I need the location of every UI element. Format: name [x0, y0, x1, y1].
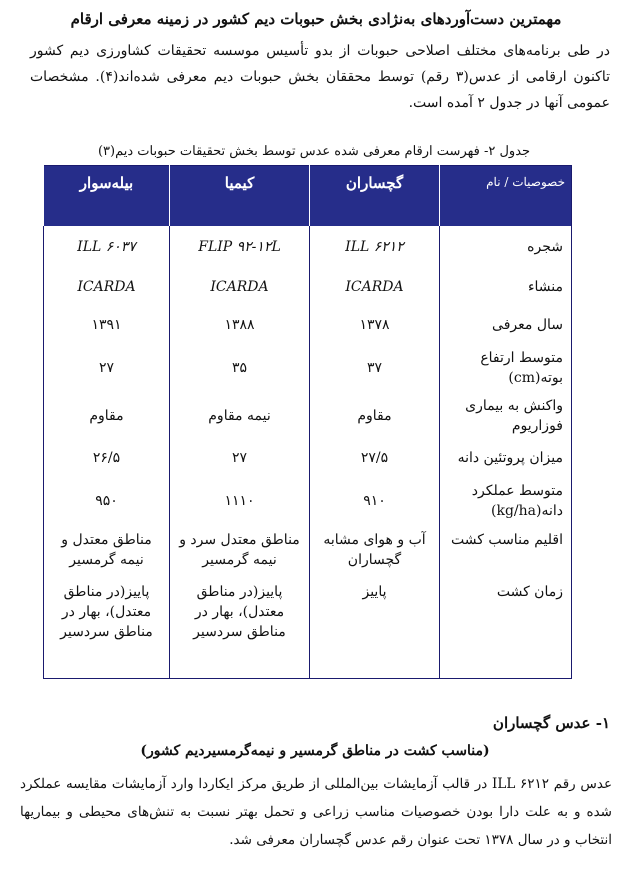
table-cell: ۱۱۱۰	[170, 476, 310, 526]
header-bilehsavar: بیله‌سوار	[44, 166, 170, 227]
section-body: عدس رقم ILL ۶۲۱۲ در قالب آزمایشات بین‌المللی از طریق مرکز ایکاردا وارد آزمایشات مقایسه عملکرد شده و به علت دارا بودن خصوصیات مناسب زراعی و تحمل بهتر نسبت به تنش‌های محیطی و بیماریها انتخاب و در سال ۱۳۷۸ تحت عنوان رقم عدس گچساران معرفی شد.	[20, 776, 613, 848]
page-heading: مهمترین دست‌آوردهای به‌نژادی بخش حبوبات دیم کشور در زمینه معرفی ارقام	[70, 10, 562, 28]
header-kimia: کیمیا	[170, 166, 310, 227]
table-cell: مناطق معتدل سرد و نیمه گرمسیر	[170, 526, 310, 578]
table-cell: ۱۳۸۸	[170, 306, 310, 344]
table-cell: پاییز(در مناطق معتدل)، بهار در مناطق سردسیر	[170, 578, 310, 679]
table-cell: ۳۷	[310, 344, 440, 392]
table-cell: پاییز	[310, 578, 440, 679]
table-row	[44, 440, 572, 476]
table-cell: ۲۷	[44, 344, 170, 392]
table-row	[44, 392, 572, 440]
table-row	[44, 226, 572, 268]
table-cell: ۲۷	[170, 440, 310, 476]
row-label: متوسط ارتفاع بوته(cm)	[440, 344, 572, 392]
table-row	[44, 526, 572, 578]
table-cell: FLIP ۹۲-۱۲L	[170, 226, 310, 268]
table-cell: ICARDA	[44, 268, 170, 306]
table-row	[44, 306, 572, 344]
table-cell: مقاوم	[44, 392, 170, 440]
section-title: ۱- عدس گچساران	[492, 714, 610, 732]
intro-paragraph: در طی برنامه‌های مختلف اصلاحی حبوبات از بدو تأسیس موسسه تحقیقات کشاورزی دیم کشور تاکنون ارقامی از عدس(۳ رقم) توسط محققان بخش حبوبات دیم معرفی شده‌اند(۴). مشخصات عمومی آنها در جدول ۲ آمده است.	[30, 43, 610, 111]
table-cell: مناطق معتدل و نیمه گرمسیر	[44, 526, 170, 578]
table-cell: آب و هوای مشابه گچساران	[310, 526, 440, 578]
table-cell: ICARDA	[170, 268, 310, 306]
row-label: میزان پروتئین دانه	[440, 440, 572, 476]
header-attribute: خصوصیات / نام	[440, 166, 572, 227]
row-label: اقلیم مناسب کشت	[440, 526, 572, 578]
row-label: زمان کشت	[440, 578, 572, 679]
table-cell: ۲۷/۵	[310, 440, 440, 476]
row-label: منشاء	[440, 268, 572, 306]
table-cell: نیمه مقاوم	[170, 392, 310, 440]
table-row	[44, 578, 572, 679]
table-row	[44, 476, 572, 526]
table-cell: ۳۵	[170, 344, 310, 392]
lentil-cultivars-table	[43, 165, 572, 679]
table-header-row	[44, 166, 572, 227]
row-label: واکنش به بیماری فوزاریوم	[440, 392, 572, 440]
table-caption: جدول ۲- فهرست ارقام معرفی شده عدس توسط بخش تحقیقات حبوبات دیم(۳)	[97, 144, 531, 159]
table-cell: مقاوم	[310, 392, 440, 440]
table-cell: ۱۳۷۸	[310, 306, 440, 344]
table-cell: ۹۱۰	[310, 476, 440, 526]
table-row	[44, 344, 572, 392]
table-cell: ICARDA	[310, 268, 440, 306]
table-cell: ۲۶/۵	[44, 440, 170, 476]
table-cell: ۱۳۹۱	[44, 306, 170, 344]
table-cell: پاییز(در مناطق معتدل)، بهار در مناطق سردسیر	[44, 578, 170, 679]
table-cell: ILL ۶۲۱۲	[310, 226, 440, 268]
row-label: متوسط عملکرد دانه(kg/ha)	[440, 476, 572, 526]
row-label: سال معرفی	[440, 306, 572, 344]
table-cell: ILL ۶۰۳۷	[44, 226, 170, 268]
table-cell: ۹۵۰	[44, 476, 170, 526]
table-row	[44, 268, 572, 306]
section-subtitle: (مناسب کشت در مناطق گرمسیر و نیمه‌گرمسیردیم کشور)	[140, 743, 490, 759]
row-label: شجره	[440, 226, 572, 268]
header-gachsaran: گچساران	[310, 166, 440, 227]
